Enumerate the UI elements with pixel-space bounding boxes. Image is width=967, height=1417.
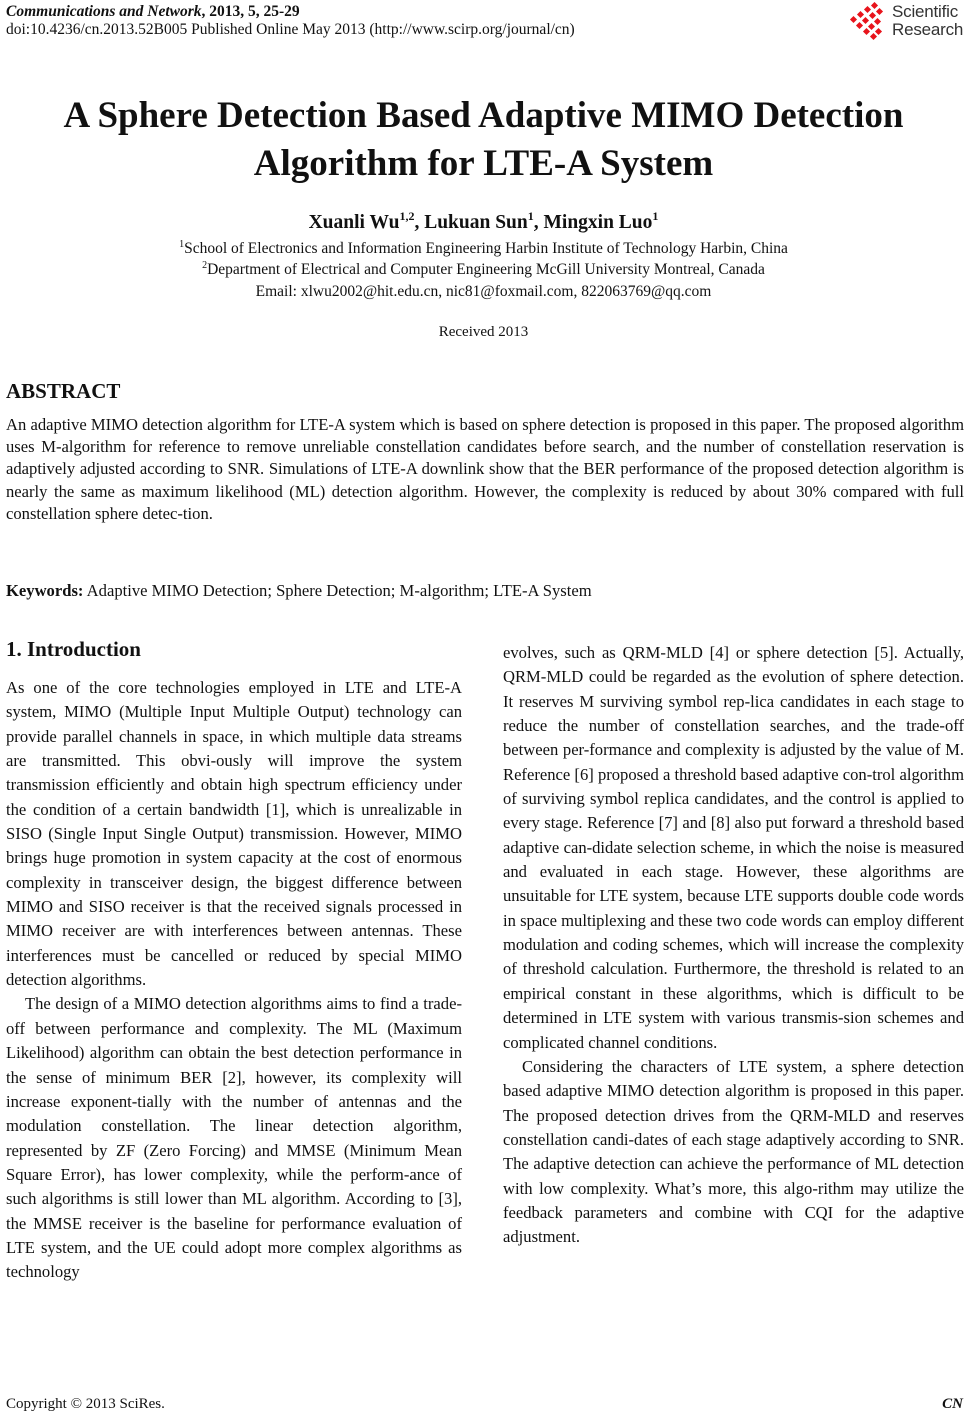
author-list: Xuanli Wu$^{1,2}$, Lukuan Sun$^1$, Mingxin Luo$^1$ [308, 209, 659, 233]
copyright-notice: Copyright © 2013 SciRes. [6, 1396, 165, 1412]
keywords-label: Keywords: [6, 581, 84, 600]
journal-volume-pages: , 2013, 5, 25-29 [201, 3, 300, 20]
abstract-heading: ABSTRACT [6, 379, 121, 403]
paragraph: Considering the characters of LTE system, a sphere detection based adaptive MIMO detection algorithm is proposed in this paper. The proposed detection drives from the QRM-MLD and reserves constellation candi-dates of each stage adaptively according to SNR. The adaptive detection can achieve the performance of ML detection with low complexity. What’s more, this algo-rithm may utilize the feedback parameters and combine with CQI for the adaptive adjustment. [503, 1056, 964, 1247]
journal-citation [6, 3, 300, 21]
author-affil-mark: 1 [527, 209, 534, 223]
red-diamond-grid-icon [848, 2, 890, 42]
journal-name: Communications and Network [6, 3, 202, 20]
author: Xuanli Wu [308, 212, 400, 233]
author-affil-mark: 1,2 [399, 209, 415, 223]
publisher-logo[interactable] [848, 2, 967, 42]
journal-abbreviation: CN [942, 1396, 963, 1412]
paragraph: The design of a MIMO detection algorithms aims to find a trade-off between performance and complexity. The ML (Maximum Likelihood) algorithm can obtain the best detection performance in the sense of minimum BER [2], however, its complexity will increase exponent-tially with the number of antennas and the modulation constellation. The linear detection algorithm, represented by ZF (Zero Forcing) and MMSE (Minimum Mean Square Error), has lower complexity, while the perform-ance of such algorithms is still lower than ML algorithm. According to [3], the MMSE receiver is the baseline for performance evaluation of LTE system, and the UE could adopt more complex algorithms as technology [6, 994, 462, 1282]
author-emails[interactable]: Email: xlwu2002@hit.edu.cn, nic81@foxmail.com, 822063769@qq.com [255, 283, 712, 300]
section-heading-introduction: 1. Introduction [6, 637, 141, 661]
received-date: Received 2013 [438, 324, 529, 340]
paper-title: A Sphere Detection Based Adaptive MIMO Detection Algorithm for LTE-A System [63, 95, 904, 184]
paragraph: evolves, such as QRM-MLD [4] or sphere detection [5]. Actually, QRM-MLD could be regarded as the evolution of sphere detection. It reserves M surviving symbol rep-lica candidates in each stage to reduce the number of constellation searches, and the trade-off between per-formance and complexity is adjusted by the value of M. Reference [6] proposed a threshold based adaptive con-trol algorithm of surviving symbol replica candidates, and the control is applied to every stage. Reference [7] and [8] also put forward a threshold based adaptive can-didate selection scheme, in which the noise is measured and evaluated in each stage. However, these algorithms are unsuitable for LTE system, because LTE supports double code words in space multiplexing and these two code words can employ different modulation and coding schemes, which will increase the complexity of threshold calculation. Furthermore, the threshold is related to an empirical constant in these algorithms, which is difficult to be determined in LTE system with various transmis-sion schemes and complicated channel conditions. [503, 643, 964, 1052]
author: Lukuan Sun [424, 212, 528, 233]
affiliation: $^1$School of Electronics and Information Engineering Harbin Institute of Technology Harbin, China [179, 239, 788, 257]
affiliation: $^2$Department of Electrical and Computer Engineering McGill University Montreal, Canada [202, 260, 765, 278]
publisher-name: Scientific Research [892, 2, 964, 39]
body-column-left [6, 676, 462, 1285]
doi-line[interactable]: doi:10.4236/cn.2013.52B005 Published Online May 2013 (http://www.scirp.org/journal/cn) [6, 21, 575, 38]
body-column-right [503, 641, 964, 1250]
keywords-list: Adaptive MIMO Detection; Sphere Detection; M-algorithm; LTE-A System [83, 581, 592, 600]
author-affil-mark: 1 [652, 209, 659, 223]
paragraph: As one of the core technologies employed in LTE and LTE-A system, MIMO (Multiple Input Multiple Output) technology can provide parallel channels in space, in which multiple data streams are transmitted. This obvi-ously will improve the system transmission efficiently and obtain high spectrum efficiency under the condition of a certain bandwidth [1], which is unrealizable in SISO (Single Input Single Output) transmission. However, MIMO brings huge promotion in system capacity at the cost of enormous complexity in transceiver design, the biggest difference between MIMO and SISO receiver is that the received signals processed in MIMO receiver are with interferences between antennas. These interferences must be cancelled or reduced by special MIMO detection algorithms. [6, 678, 462, 990]
abstract-text: An adaptive MIMO detection algorithm for LTE-A system which is based on sphere detection is proposed in this paper. The proposed algorithm uses M-algorithm for reference to remove unreliable constellation candidates before search, and the number of constellation reservation is adaptively adjusted according to SNR. Simulations of LTE-A downlink show that the BER performance of the proposed detection algorithm is nearly the same as maximum likelihood (ML) detection algorithm. However, the complexity is reduced by about 30% compared with full constellation sphere detec-tion. [6, 415, 964, 523]
keywords [6, 580, 592, 602]
author: Mingxin Luo [543, 212, 653, 233]
